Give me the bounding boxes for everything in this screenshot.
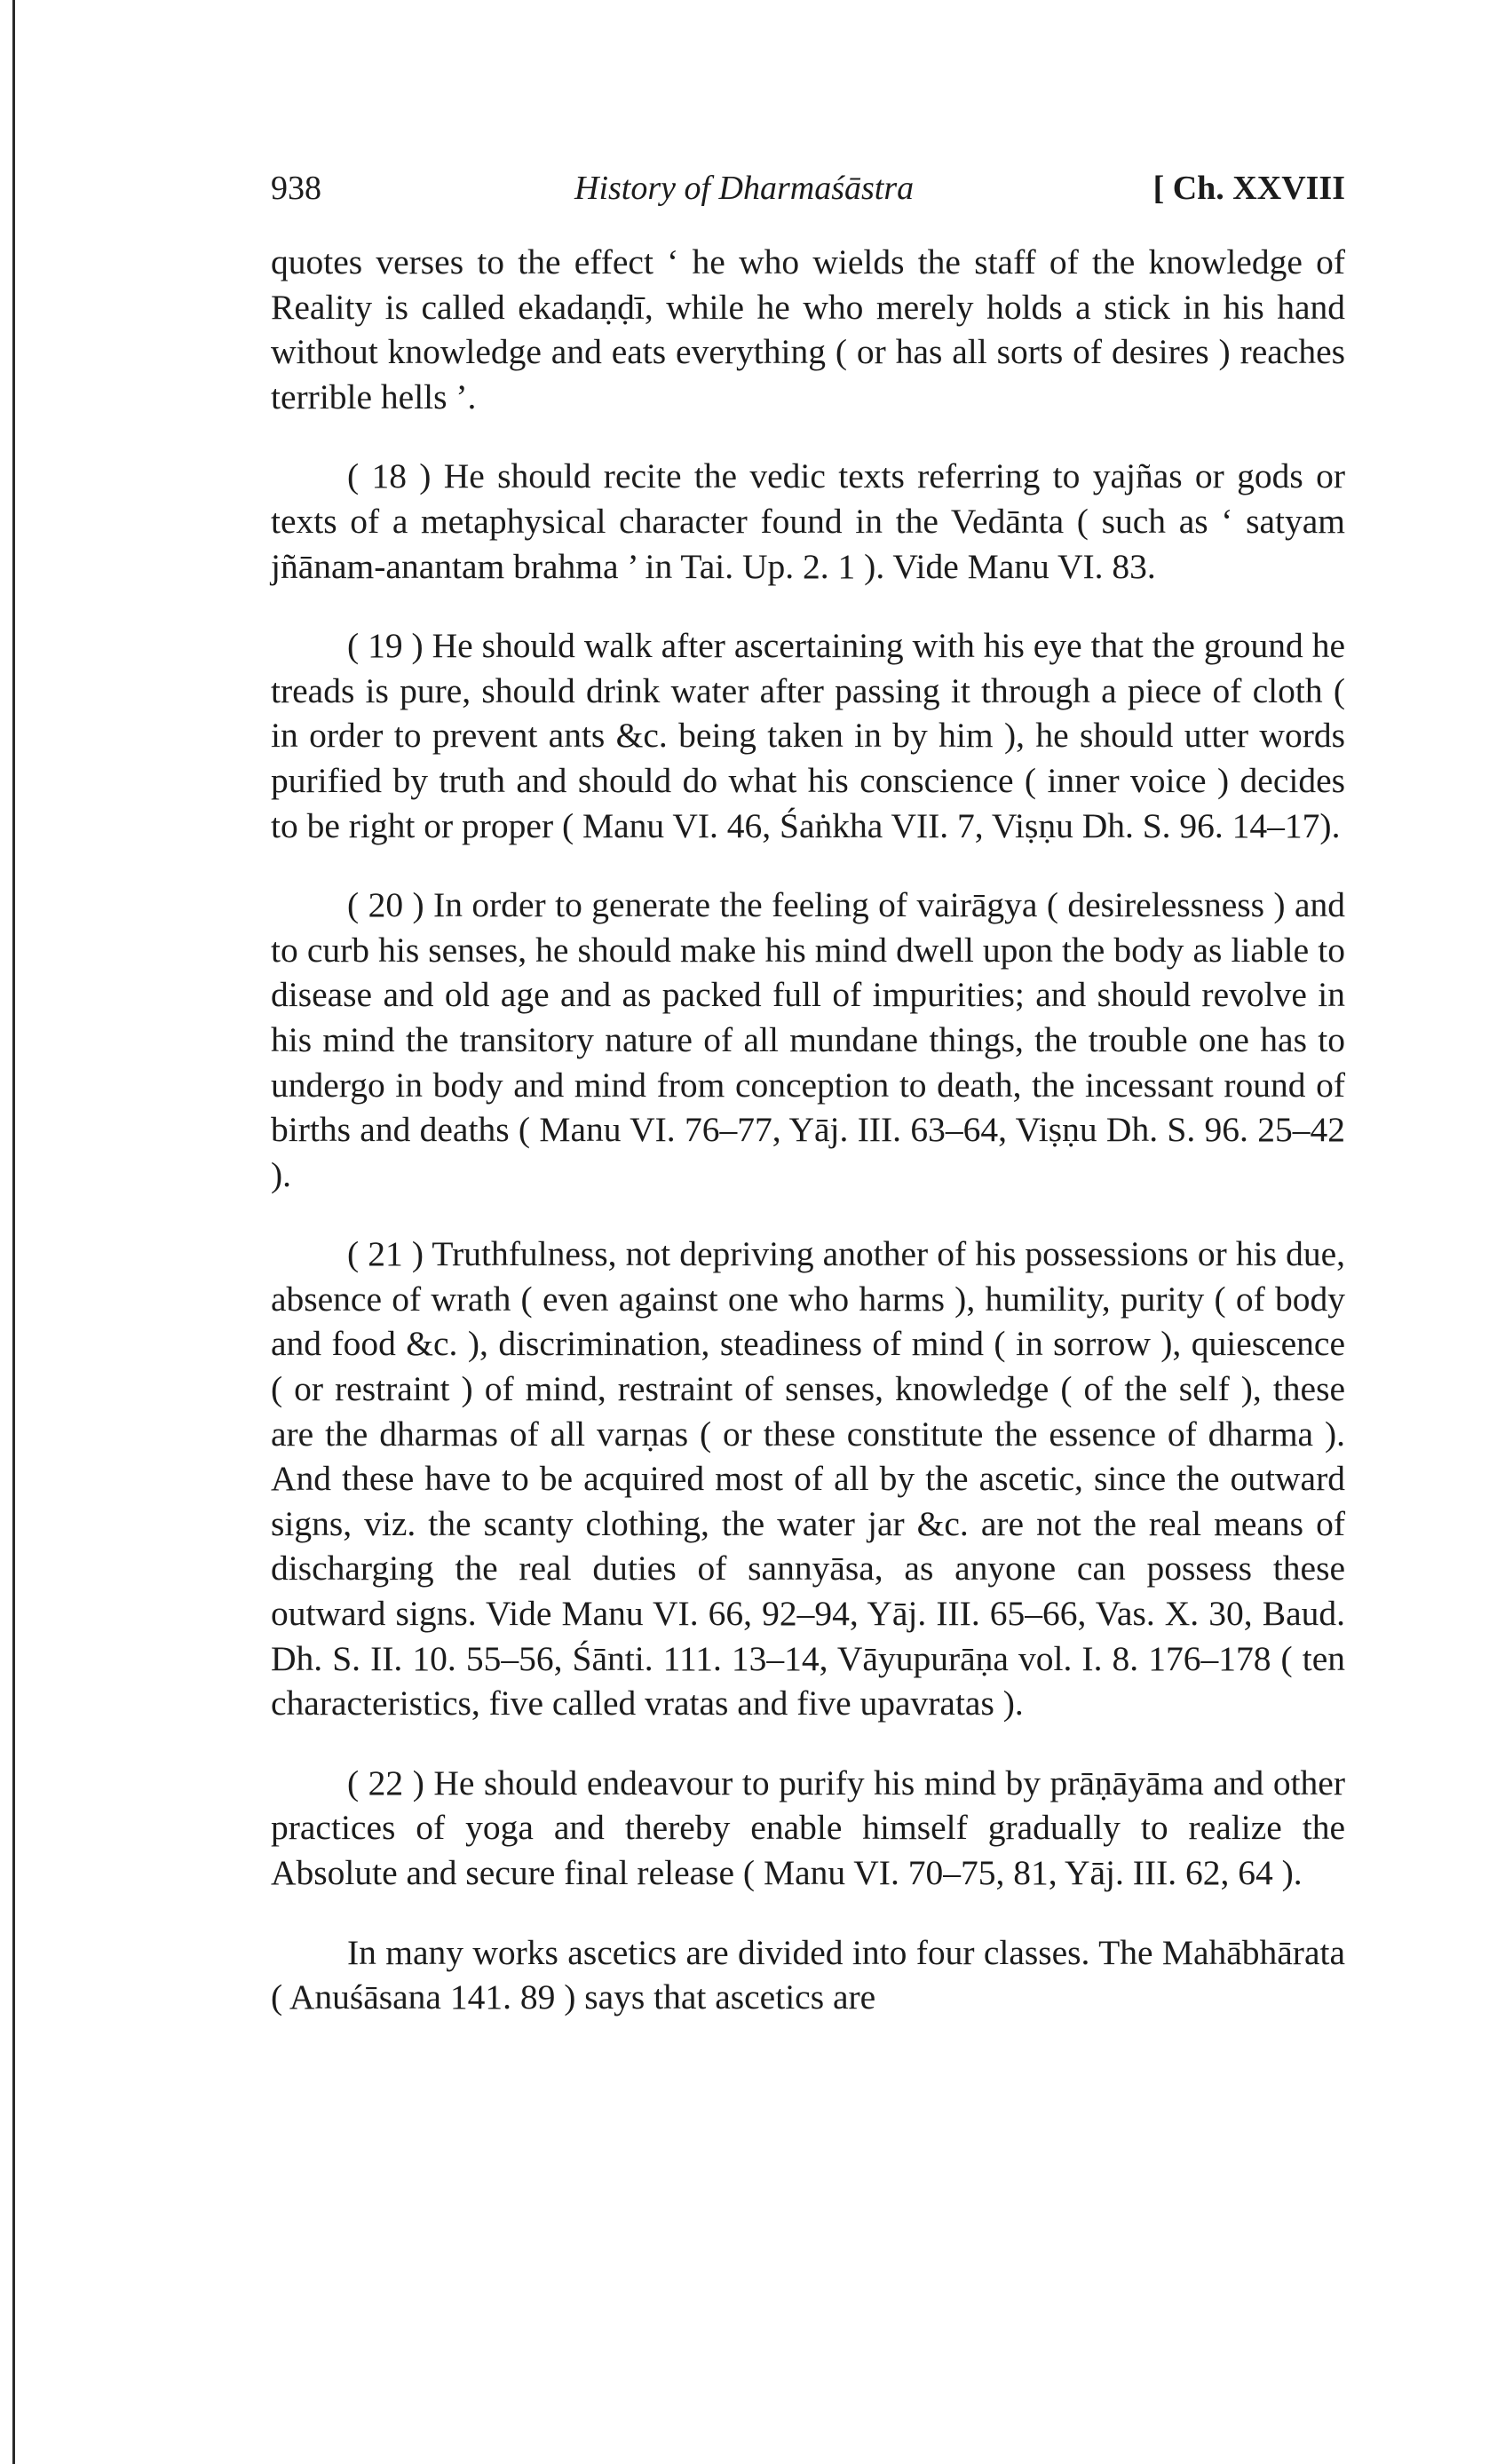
paragraph-continued: quotes verses to the effect ‘ he who wields the staff of the knowledge of Reality is called ekadaṇḍī, while he who merely holds a stick in his hand without knowledge and eats everything ( or has all sorts of desires ) reaches terrible hells ’.: [271, 242, 1345, 416]
page-number: 938: [271, 170, 321, 207]
page-edge-line: [12, 0, 15, 2464]
paragraph-18: ( 18 ) He should recite the vedic texts referring to yajñas or gods or texts of a metaphysical character found in the Vedānta ( such as ‘ satyam jñānam-anantam brahma ’ in Tai. Up. 2. 1 ). Vide Manu VI. 83.: [271, 456, 1345, 586]
running-header: [271, 162, 1345, 215]
body-text: [271, 240, 1345, 2020]
paragraph-21: ( 21 ) Truthfulness, not depriving another of his possessions or his due, absence of wrath ( even against one who harms ), humility, purity ( of body and food &c. ), discrimination, steadiness of mind ( in sorrow ), quiescence ( or restraint ) of mind, restraint of senses, knowledge ( of the self ), these are the dharmas of all varṇas ( or these constitute the essence of dharma ). And these have to be acquired most of all by the ascetic, since the outward signs, viz. the scanty clothing, the water jar &c. are not the real means of discharging the real duties of sannyāsa, as anyone can possess these outward signs. Vide Manu VI. 66, 92–94, Yāj. III. 65–66, Vas. X. 30, Baud. Dh. S. II. 10. 55–56, Śānti. 111. 13–14, Vāyupurāṇa vol. I. 8. 176–178 ( ten characteristics, five called vratas and five upavratas ).: [271, 1234, 1345, 1723]
paragraph-20: ( 20 ) In order to generate the feeling of vairāgya ( desirelessness ) and to curb his senses, he should make his mind dwell upon the body as liable to disease and old age and as packed full of impurities; and should revolve in his mind the transitory nature of all mundane things, the trouble one has to undergo in body and mind from conception to death, the incessant round of births and deaths ( Manu VI. 76–77, Yāj. III. 63–64, Viṣṇu Dh. S. 96. 25–42 ).: [271, 885, 1345, 1194]
book-title: History of Dharmaśāstra: [574, 170, 915, 207]
chapter-label: [ Ch. XXVIII: [1152, 170, 1345, 207]
book-page: [271, 162, 1345, 2055]
paragraph-22: ( 22 ) He should endeavour to purify his mind by prāṇāyāma and other practices of yoga and thereby enable himself gradually to realize the Absolute and secure final release ( Manu VI. 70–75, 81, Yāj. III. 62, 64 ).: [271, 1763, 1345, 1892]
paragraph-19: ( 19 ) He should walk after ascertaining with his eye that the ground he treads is pure, should drink water after passing it through a piece of cloth ( in order to prevent ants &c. being taken in by him ), he should utter words purified by truth and should do what his conscience ( inner voice ) decides to be right or proper ( Manu VI. 46, Śaṅkha VII. 7, Viṣṇu Dh. S. 96. 14–17).: [271, 626, 1345, 845]
paragraph-ascetic-classes: In many works ascetics are divided into four classes. The Mahābhārata ( Anuśāsana 141. 89 ) says that ascetics are: [271, 1932, 1345, 2017]
